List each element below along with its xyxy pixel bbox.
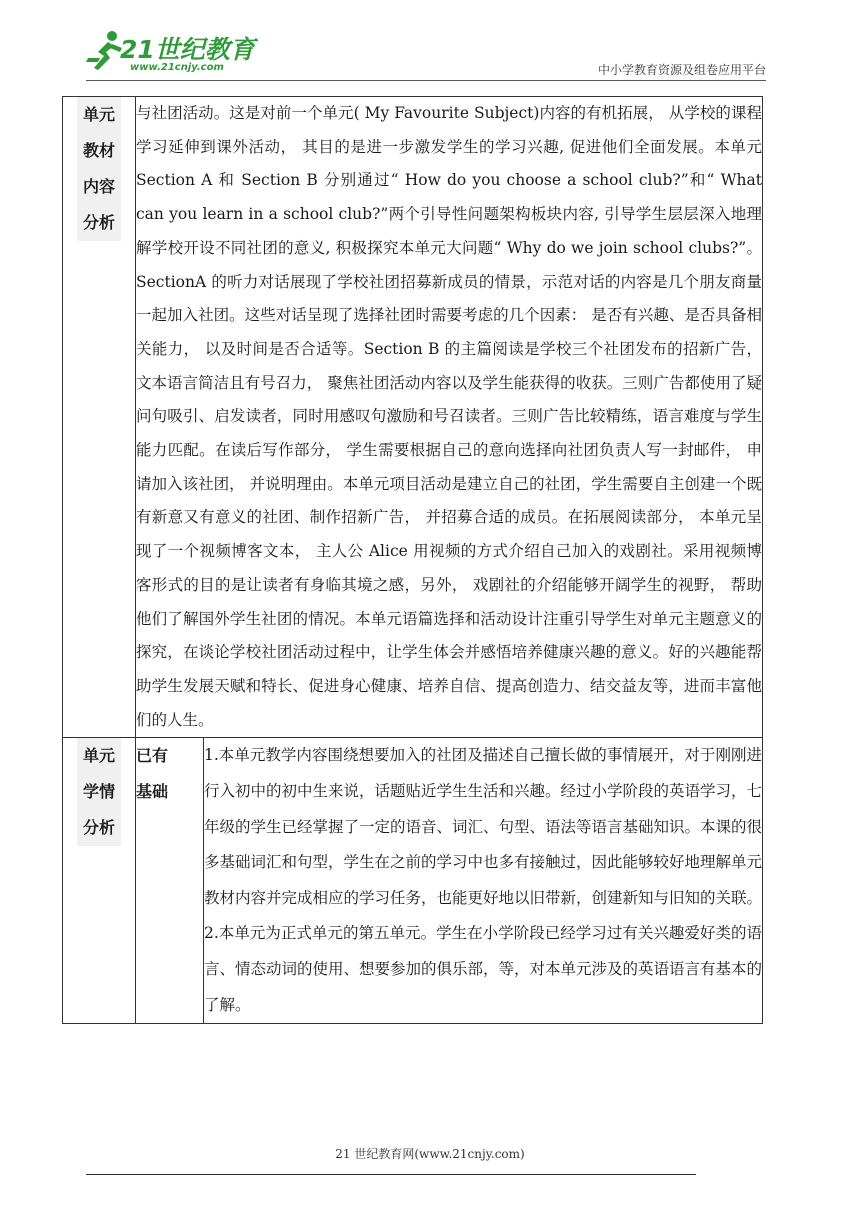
learner-label-cell xyxy=(63,738,136,1024)
platform-tagline: 中小学教育资源及组卷应用平台 xyxy=(597,63,766,77)
basis-paragraph-2: 2.本单元为正式单元的第五单元。学生在小学阶段已经学习过有关兴趣爱好类的语言、情态动词的使用、想要参加的俱乐部，等，对本单元涉及的英语语言有基本的了解。 xyxy=(204,924,763,1014)
existing-basis-cell xyxy=(136,738,204,1024)
existing-basis-label: 已有基础 xyxy=(136,746,169,802)
footer-divider xyxy=(86,1174,696,1175)
logo-text: 21世纪教育 xyxy=(120,35,255,64)
header-divider xyxy=(86,80,766,81)
site-logo[interactable] xyxy=(86,28,256,80)
existing-basis-content xyxy=(204,738,763,1024)
basis-paragraph-1: 1.本单元教学内容围绕想要加入的社团及描述自己擅长做的事情展开，对于刚刚进行入初中的初中生来说，话题贴近学生生活和兴趣。经过小学阶段的英语学习，七年级的学生已经掌握了一定的语音、词汇、句型、语法等语言基础知识。本课的很多基础词汇和句型，学生在之前的学习中也多有接触过，因此能够较好地理解单元教材内容并完成相应的学习任务，也能更好地以旧带新，创建新知与旧知的关联。 xyxy=(204,746,763,907)
logo-url: www.21cnjy.com xyxy=(130,62,224,73)
analysis-label-cell xyxy=(63,97,136,738)
analysis-row xyxy=(63,97,763,738)
learner-row xyxy=(63,738,763,1024)
analysis-text: 与社团活动。这是对前一个单元( My Favourite Subject)内容的有机拓展， 从学校的课程学习延伸到课外活动， 其目的是进一步激发学生的学习兴趣, 促进他们全面发展。本单元 Section A 和 Section B 分别通过“ How do you choose a school club?”和“ What can you learn in a school club?”两个引导性问题架构板块内容, 引导学生层层深入地理解学校开设不同社团的意义, 积极探究本单元大问题“ Why do we join school clubs?”。 SectionA 的听力对话展现了学校社团招募新成员的情景，示范对话的内容是几个朋友商量一起加入社团。这些对话呈现了选择社团时需要考虑的几个因素： 是否有兴趣、是否具备相关能力， 以及时间是否合适等。Section B 的主篇阅读是学校三个社团发布的招新广告， 文本语言简洁且有号召力， 聚焦社团活动内容以及学生能获得的收获。三则广告都使用了疑问句吸引、启发读者，同时用感叹句激励和号召读者。三则广告比较精练，语言难度与学生能力匹配。在读后写作部分， 学生需要根据自己的意向选择向社团负责人写一封邮件， 申请加入该社团， 并说明理由。本单元项目活动是建立自己的社团，学生需要自主创建一个既有新意又有意义的社团、制作招新广告， 并招募合适的成员。在拓展阅读部分， 本单元呈现了一个视频博客文本， 主人公 Alice 用视频的方式介绍自己加入的戏剧社。采用视频博客形式的目的是让读者有身临其境之感，另外， 戏剧社的介绍能够开阔学生的视野， 帮助他们了解国外学生社团的情况。本单元语篇选择和活动设计注重引导学生对单元主题意义的探究，在谈论学校社团活动过程中，让学生体会并感悟培养健康兴趣的意义。好的兴趣能帮助学生发展天赋和特长、促进身心健康、培养自信、提高创造力、结交益友等，进而丰富他们的人生。 xyxy=(136,97,763,738)
analysis-label: 单元教材内容分析 xyxy=(77,97,120,241)
page-header xyxy=(0,0,860,90)
learner-label: 单元学情分析 xyxy=(77,738,120,846)
footer-source[interactable]: 21 世纪教育网(www.21cnjy.com) xyxy=(335,1147,525,1161)
content-table xyxy=(62,96,763,1024)
